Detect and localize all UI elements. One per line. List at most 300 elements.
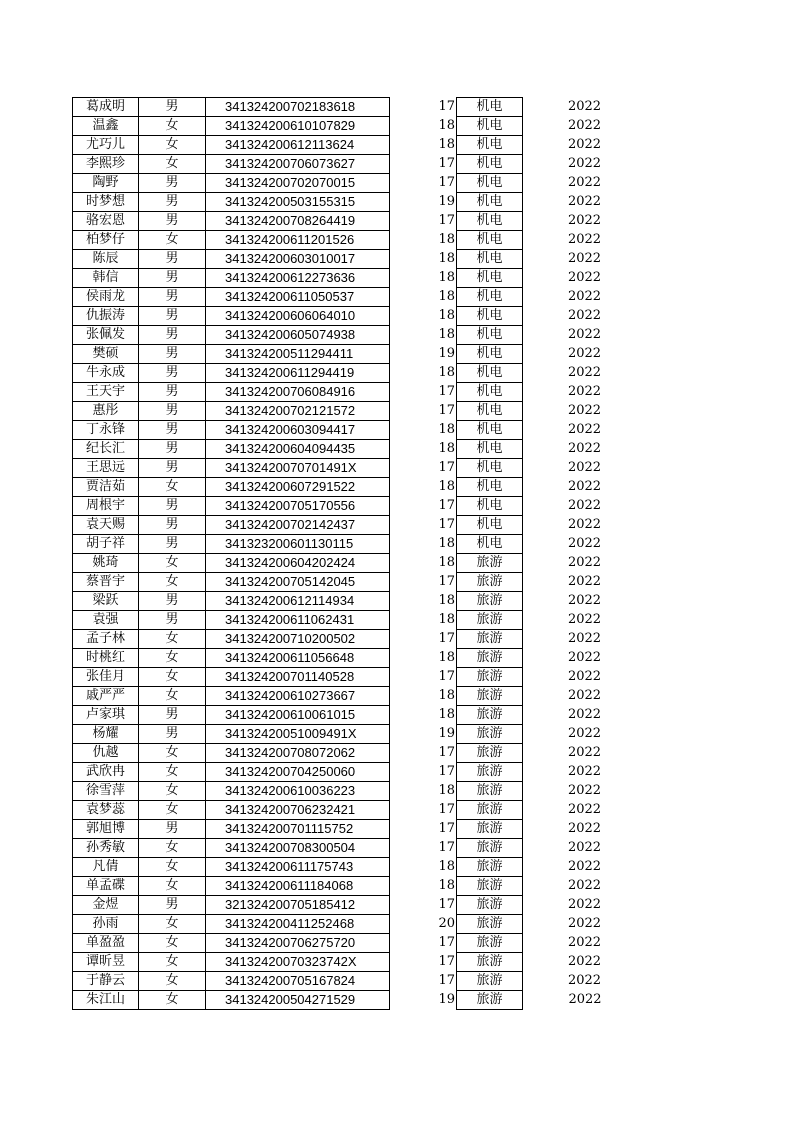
gender-cell: 女 (139, 231, 206, 250)
student-name-cell: 惠彤 (73, 402, 139, 421)
spacer-cell (390, 478, 439, 497)
major-cell: 旅游 (457, 858, 523, 877)
spacer-cell (390, 155, 439, 174)
gender-cell: 女 (139, 630, 206, 649)
student-name-cell: 孙雨 (73, 915, 139, 934)
major-cell: 机电 (457, 364, 523, 383)
major-cell: 机电 (457, 174, 523, 193)
major-cell: 旅游 (457, 915, 523, 934)
age-cell: 18 (439, 326, 457, 345)
age-cell: 19 (439, 991, 457, 1010)
enrollment-year-cell: 2022 (567, 802, 602, 817)
table-row (73, 364, 605, 383)
spacer-cell (390, 592, 439, 611)
age-cell: 17 (439, 668, 457, 687)
gender-cell: 女 (139, 573, 206, 592)
enrollment-year-cell: 2022 (567, 859, 602, 874)
age-cell: 17 (439, 516, 457, 535)
gender-cell: 男 (139, 440, 206, 459)
id-number-cell: 341324200612114934 (206, 592, 390, 611)
age-cell: 17 (439, 98, 457, 117)
major-cell: 旅游 (457, 782, 523, 801)
student-name-cell: 徐雪萍 (73, 782, 139, 801)
id-number-cell: 341324200708072062 (206, 744, 390, 763)
id-number-cell: 341324200604202424 (206, 554, 390, 573)
spacer-cell (390, 307, 439, 326)
major-cell: 机电 (457, 269, 523, 288)
spacer-cell (390, 535, 439, 554)
gender-cell: 女 (139, 687, 206, 706)
id-number-cell: 341324200705167824 (206, 972, 390, 991)
major-cell: 旅游 (457, 725, 523, 744)
id-number-cell: 341324200710200502 (206, 630, 390, 649)
enrollment-year-cell: 2022 (567, 99, 602, 114)
major-cell: 旅游 (457, 763, 523, 782)
spacer-cell (390, 934, 439, 953)
id-number-cell: 341324200605074938 (206, 326, 390, 345)
age-cell: 17 (439, 573, 457, 592)
id-number-cell: 341324200705170556 (206, 497, 390, 516)
table-row (73, 421, 605, 440)
major-cell: 机电 (457, 440, 523, 459)
student-name-cell: 时梦想 (73, 193, 139, 212)
student-name-cell: 谭昕昱 (73, 953, 139, 972)
age-cell: 18 (439, 611, 457, 630)
student-name-cell: 温鑫 (73, 117, 139, 136)
spacer-cell (390, 668, 439, 687)
enrollment-year-cell: 2022 (567, 270, 602, 285)
enrollment-year-cell: 2022 (567, 365, 602, 380)
id-number-cell: 341324200612113624 (206, 136, 390, 155)
gender-cell: 女 (139, 934, 206, 953)
major-cell: 旅游 (457, 953, 523, 972)
gender-cell: 女 (139, 991, 206, 1010)
enrollment-year-cell: 2022 (567, 403, 602, 418)
table-row (73, 117, 605, 136)
table-row (73, 193, 605, 212)
enrollment-year-cell: 2022 (567, 954, 602, 969)
enrollment-year-cell: 2022 (567, 574, 602, 589)
major-cell: 旅游 (457, 687, 523, 706)
major-cell: 旅游 (457, 592, 523, 611)
gender-cell: 女 (139, 915, 206, 934)
spacer-cell (390, 687, 439, 706)
gender-cell: 女 (139, 649, 206, 668)
student-name-cell: 孟子林 (73, 630, 139, 649)
table-row (73, 953, 605, 972)
student-name-cell: 蔡晋宇 (73, 573, 139, 592)
table-row (73, 801, 605, 820)
table-row (73, 136, 605, 155)
major-cell: 旅游 (457, 668, 523, 687)
student-name-cell: 尤巧儿 (73, 136, 139, 155)
major-cell: 旅游 (457, 649, 523, 668)
id-number-cell: 341324200611184068 (206, 877, 390, 896)
id-number-cell: 341324200702070015 (206, 174, 390, 193)
spacer-cell (390, 706, 439, 725)
gender-cell: 女 (139, 554, 206, 573)
student-name-cell: 时桃红 (73, 649, 139, 668)
enrollment-year-cell: 2022 (567, 498, 602, 513)
spacer-cell (390, 649, 439, 668)
table-row (73, 307, 605, 326)
table-row (73, 497, 605, 516)
major-cell: 旅游 (457, 934, 523, 953)
spacer-cell (390, 212, 439, 231)
major-cell: 旅游 (457, 573, 523, 592)
table-row (73, 573, 605, 592)
major-cell: 旅游 (457, 820, 523, 839)
id-number-cell: 341324200708300504 (206, 839, 390, 858)
spacer-cell (390, 440, 439, 459)
id-number-cell: 341324200611056648 (206, 649, 390, 668)
spacer-cell (390, 801, 439, 820)
major-cell: 机电 (457, 478, 523, 497)
student-name-cell: 单盈盈 (73, 934, 139, 953)
enrollment-year-cell: 2022 (567, 327, 602, 342)
table-row (73, 459, 605, 478)
major-cell: 旅游 (457, 877, 523, 896)
student-name-cell: 凡倩 (73, 858, 139, 877)
major-cell: 机电 (457, 383, 523, 402)
major-cell: 机电 (457, 516, 523, 535)
gender-cell: 男 (139, 421, 206, 440)
table-row (73, 877, 605, 896)
spacer-cell (390, 174, 439, 193)
major-cell: 机电 (457, 402, 523, 421)
age-cell: 18 (439, 288, 457, 307)
student-name-cell: 杨耀 (73, 725, 139, 744)
table-row (73, 858, 605, 877)
age-cell: 18 (439, 858, 457, 877)
age-cell: 17 (439, 174, 457, 193)
id-number-cell: 341323200601130115 (206, 535, 390, 554)
spacer-cell (390, 972, 439, 991)
age-cell: 18 (439, 554, 457, 573)
major-cell: 旅游 (457, 630, 523, 649)
student-name-cell: 袁梦蕊 (73, 801, 139, 820)
gender-cell: 女 (139, 858, 206, 877)
id-number-cell: 341324200612273636 (206, 269, 390, 288)
enrollment-year-cell: 2022 (568, 992, 602, 1007)
major-cell: 旅游 (457, 801, 523, 820)
spacer-cell (390, 326, 439, 345)
enrollment-year-cell: 2022 (567, 213, 602, 228)
id-number-cell: 341324200607291522 (206, 478, 390, 497)
table-row (73, 630, 605, 649)
student-name-cell: 韩信 (73, 269, 139, 288)
major-cell: 旅游 (457, 706, 523, 725)
student-name-cell: 丁永锋 (73, 421, 139, 440)
major-cell: 机电 (457, 307, 523, 326)
enrollment-year-cell: 2022 (567, 821, 602, 836)
age-cell: 18 (439, 877, 457, 896)
student-name-cell: 骆宏恩 (73, 212, 139, 231)
id-number-cell: 341324200504271529 (206, 991, 390, 1010)
enrollment-year-cell: 2022 (567, 346, 602, 361)
gender-cell: 男 (139, 307, 206, 326)
spacer-cell (390, 193, 439, 212)
table-row (73, 402, 605, 421)
major-cell: 旅游 (457, 611, 523, 630)
spacer-cell (390, 231, 439, 250)
id-number-cell: 341324200705142045 (206, 573, 390, 592)
gender-cell: 男 (139, 725, 206, 744)
table-row (73, 744, 605, 763)
age-cell: 17 (439, 383, 457, 402)
major-cell: 旅游 (457, 896, 523, 915)
id-number-cell: 341324200706275720 (206, 934, 390, 953)
id-number-cell: 341324200610061015 (206, 706, 390, 725)
spacer-cell (390, 497, 439, 516)
spacer-cell (390, 402, 439, 421)
enrollment-year-cell: 2022 (567, 935, 602, 950)
student-name-cell: 孙秀敏 (73, 839, 139, 858)
student-name-cell: 周根宇 (73, 497, 139, 516)
enrollment-year-cell: 2022 (567, 897, 602, 912)
gender-cell: 男 (139, 497, 206, 516)
id-number-cell: 341324200708264419 (206, 212, 390, 231)
id-number-cell: 341324200606064010 (206, 307, 390, 326)
table-row (73, 288, 605, 307)
gender-cell: 男 (139, 611, 206, 630)
id-number-cell: 341324200702142437 (206, 516, 390, 535)
enrollment-year-cell: 2022 (567, 251, 602, 266)
major-cell: 机电 (457, 250, 523, 269)
student-name-cell: 郭旭博 (73, 820, 139, 839)
table-row (73, 326, 605, 345)
gender-cell: 女 (139, 801, 206, 820)
student-name-cell: 单孟碟 (73, 877, 139, 896)
enrollment-year-cell: 2022 (567, 688, 602, 703)
table-row (73, 231, 605, 250)
student-table-body (73, 98, 605, 1010)
student-name-cell: 戚严严 (73, 687, 139, 706)
enrollment-year-cell: 2022 (567, 479, 602, 494)
gender-cell: 女 (139, 155, 206, 174)
gender-cell: 女 (139, 136, 206, 155)
spacer-cell (390, 554, 439, 573)
student-name-cell: 武欣冉 (73, 763, 139, 782)
spacer-cell (390, 383, 439, 402)
student-name-cell: 张佩发 (73, 326, 139, 345)
enrollment-year-cell: 2022 (567, 973, 602, 988)
gender-cell: 女 (139, 763, 206, 782)
table-row (73, 98, 605, 117)
spacer-cell (390, 991, 439, 1010)
enrollment-year-cell: 2022 (567, 878, 602, 893)
enrollment-year-cell: 2022 (567, 669, 602, 684)
major-cell: 旅游 (457, 972, 523, 991)
age-cell: 17 (439, 763, 457, 782)
table-row (73, 782, 605, 801)
age-cell: 18 (439, 269, 457, 288)
table-row (73, 763, 605, 782)
spacer-cell (390, 744, 439, 763)
enrollment-year-cell: 2022 (567, 422, 602, 437)
gender-cell: 女 (139, 972, 206, 991)
table-row (73, 649, 605, 668)
student-name-cell: 王思远 (73, 459, 139, 478)
gender-cell: 女 (139, 877, 206, 896)
age-cell: 17 (439, 934, 457, 953)
spacer-cell (390, 288, 439, 307)
student-name-cell: 贾洁茹 (73, 478, 139, 497)
gender-cell: 男 (139, 402, 206, 421)
id-number-cell: 34132420051009491X (206, 725, 390, 744)
spacer-cell (390, 820, 439, 839)
enrollment-year-cell: 2022 (567, 726, 602, 741)
id-number-cell: 341324200603010017 (206, 250, 390, 269)
gender-cell: 男 (139, 269, 206, 288)
table-row (73, 250, 605, 269)
major-cell: 旅游 (457, 744, 523, 763)
student-name-cell: 于静云 (73, 972, 139, 991)
student-name-cell: 樊硕 (73, 345, 139, 364)
gender-cell: 男 (139, 174, 206, 193)
age-cell: 18 (439, 364, 457, 383)
student-name-cell: 李熙珍 (73, 155, 139, 174)
spacer-cell (390, 345, 439, 364)
age-cell: 18 (439, 307, 457, 326)
gender-cell: 女 (139, 478, 206, 497)
id-number-cell: 341324200706232421 (206, 801, 390, 820)
gender-cell: 男 (139, 459, 206, 478)
id-number-cell: 341324200701115752 (206, 820, 390, 839)
age-cell: 17 (439, 459, 457, 478)
spacer-cell (390, 421, 439, 440)
spacer-cell (390, 269, 439, 288)
gender-cell: 男 (139, 592, 206, 611)
gender-cell: 男 (139, 212, 206, 231)
age-cell: 18 (439, 535, 457, 554)
table-row (73, 839, 605, 858)
id-number-cell: 34132420070323742X (206, 953, 390, 972)
spacer-cell (390, 725, 439, 744)
id-number-cell: 341324200702183618 (206, 98, 390, 117)
gender-cell: 男 (139, 193, 206, 212)
gender-cell: 女 (139, 839, 206, 858)
gender-cell: 男 (139, 820, 206, 839)
id-number-cell: 341324200610273667 (206, 687, 390, 706)
enrollment-year-cell: 2022 (567, 175, 602, 190)
age-cell: 17 (439, 896, 457, 915)
table-row (73, 212, 605, 231)
major-cell: 机电 (457, 212, 523, 231)
major-cell: 机电 (457, 535, 523, 554)
spacer-cell (390, 573, 439, 592)
major-cell: 旅游 (457, 839, 523, 858)
major-cell: 机电 (457, 117, 523, 136)
major-cell: 机电 (457, 345, 523, 364)
enrollment-year-cell: 2022 (567, 783, 602, 798)
student-name-cell: 牛永成 (73, 364, 139, 383)
age-cell: 18 (439, 592, 457, 611)
age-cell: 18 (439, 117, 457, 136)
spacer-cell (390, 136, 439, 155)
gender-cell: 男 (139, 250, 206, 269)
gender-cell: 女 (139, 117, 206, 136)
table-row (73, 820, 605, 839)
spacer-cell (390, 117, 439, 136)
student-name-cell: 仇越 (73, 744, 139, 763)
major-cell: 机电 (457, 231, 523, 250)
student-name-cell: 袁天赐 (73, 516, 139, 535)
table-row (73, 478, 605, 497)
student-name-cell: 朱江山 (73, 991, 139, 1010)
table-row (73, 934, 605, 953)
spacer-cell (390, 896, 439, 915)
age-cell: 17 (439, 630, 457, 649)
table-row (73, 725, 605, 744)
age-cell: 18 (439, 782, 457, 801)
gender-cell: 女 (139, 782, 206, 801)
student-name-cell: 卢家琪 (73, 706, 139, 725)
id-number-cell: 341324200701140528 (206, 668, 390, 687)
id-number-cell: 341324200611175743 (206, 858, 390, 877)
age-cell: 17 (439, 744, 457, 763)
age-cell: 17 (439, 212, 457, 231)
enrollment-year-cell: 2022 (567, 194, 602, 209)
major-cell: 机电 (457, 136, 523, 155)
id-number-cell: 341324200702121572 (206, 402, 390, 421)
enrollment-year-cell: 2022 (567, 631, 602, 646)
id-number-cell: 341324200511294411 (206, 345, 390, 364)
age-cell: 18 (439, 136, 457, 155)
student-name-cell: 王天宇 (73, 383, 139, 402)
student-name-cell: 张佳月 (73, 668, 139, 687)
enrollment-year-cell: 2022 (567, 555, 602, 570)
enrollment-year-cell: 2022 (567, 745, 602, 760)
age-cell: 18 (439, 687, 457, 706)
id-number-cell: 341324200503155315 (206, 193, 390, 212)
age-cell: 19 (439, 725, 457, 744)
id-number-cell: 341324200704250060 (206, 763, 390, 782)
enrollment-year-cell: 2022 (567, 707, 602, 722)
enrollment-year-cell: 2022 (567, 289, 602, 304)
table-row (73, 440, 605, 459)
major-cell: 机电 (457, 497, 523, 516)
table-row (73, 972, 605, 991)
major-cell: 机电 (457, 155, 523, 174)
student-name-cell: 纪长汇 (73, 440, 139, 459)
enrollment-year-cell: 2022 (567, 384, 602, 399)
id-number-cell: 341324200706084916 (206, 383, 390, 402)
id-number-cell: 321324200705185412 (206, 896, 390, 915)
gender-cell: 女 (139, 744, 206, 763)
student-name-cell: 陈辰 (73, 250, 139, 269)
gender-cell: 女 (139, 953, 206, 972)
spacer-cell (390, 630, 439, 649)
spacer-cell (390, 459, 439, 478)
spacer-cell (390, 98, 439, 117)
spacer-cell (390, 782, 439, 801)
table-row (73, 896, 605, 915)
id-number-cell: 341324200611062431 (206, 611, 390, 630)
student-name-cell: 仇振涛 (73, 307, 139, 326)
enrollment-year-cell: 2022 (567, 460, 602, 475)
id-number-cell: 341324200604094435 (206, 440, 390, 459)
gender-cell: 男 (139, 535, 206, 554)
age-cell: 18 (439, 649, 457, 668)
age-cell: 17 (439, 402, 457, 421)
student-name-cell: 胡子祥 (73, 535, 139, 554)
age-cell: 18 (439, 440, 457, 459)
age-cell: 20 (439, 915, 457, 934)
enrollment-year-cell: 2022 (567, 517, 602, 532)
table-row (73, 687, 605, 706)
table-row (73, 991, 605, 1010)
